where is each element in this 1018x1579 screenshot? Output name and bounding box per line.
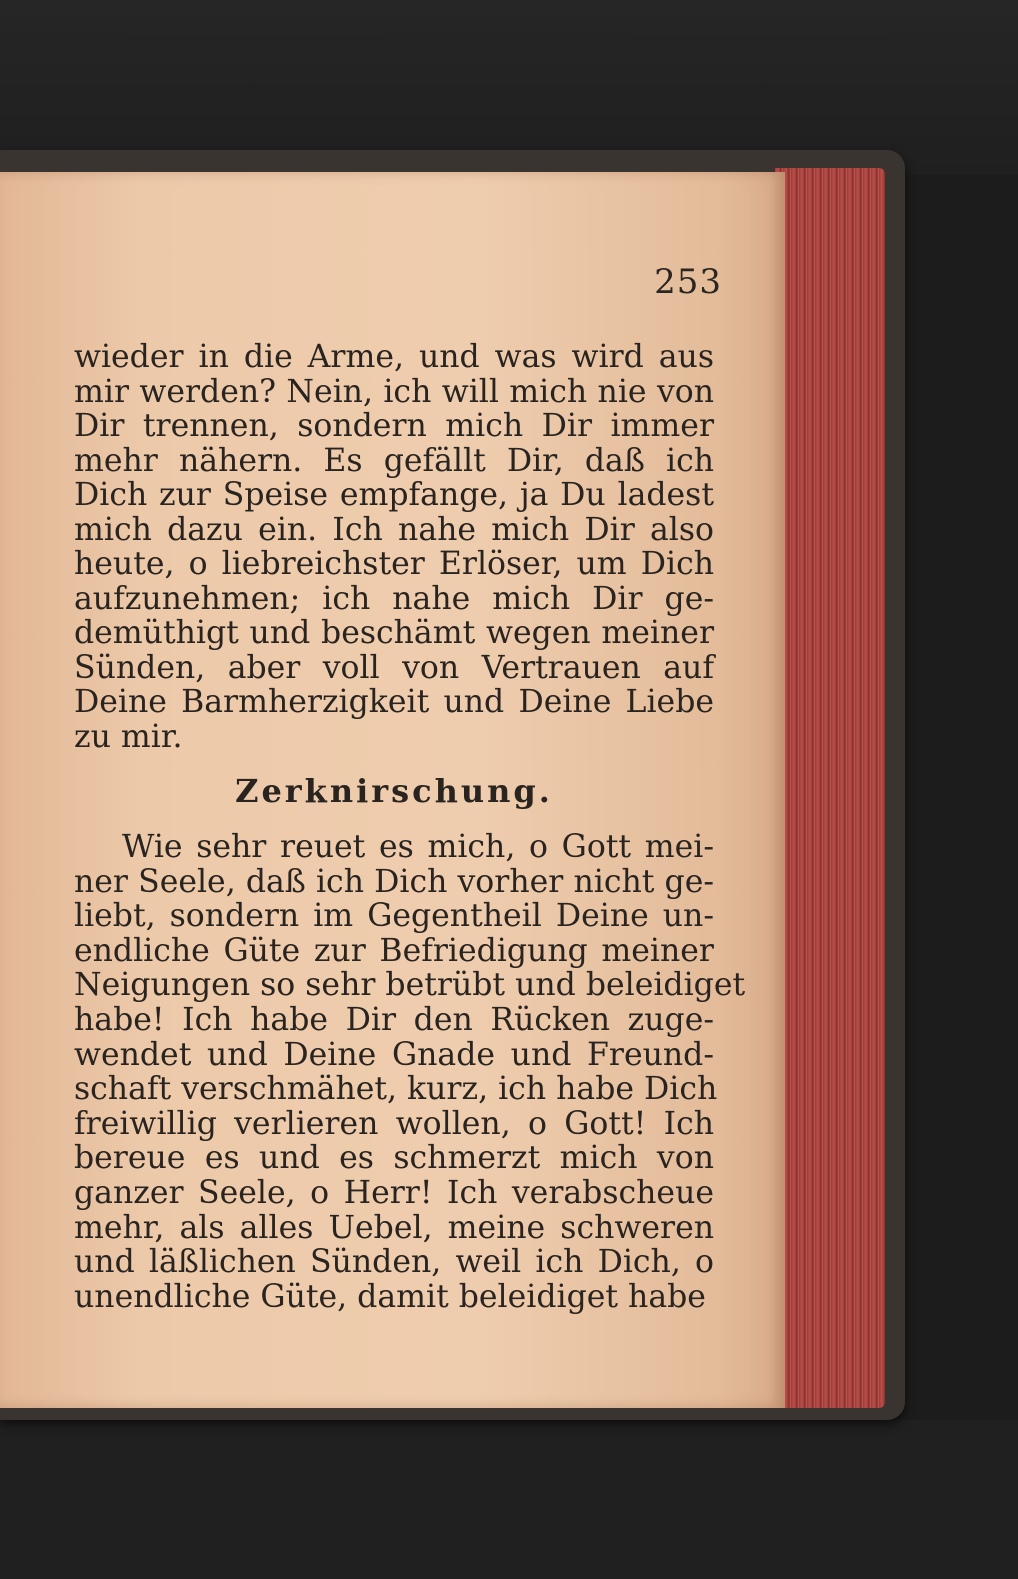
text-line: mehr nähern. Es gefällt Dir, daß ich: [74, 442, 714, 479]
text-line: Deine Barmherzigkeit und Deine Liebe: [74, 684, 714, 720]
text-line: freiwillig verlieren wollen, o Gott! Ich: [74, 1105, 714, 1142]
text-line: endliche Güte zur Befriedigung meiner: [74, 932, 714, 969]
section-heading: Zerknirschung.: [235, 772, 553, 810]
text-line: Sünden, aber voll von Vertrauen auf: [74, 649, 714, 686]
background-top: [0, 0, 1018, 175]
text-line: mehr, als alles Uebel, meine schweren: [74, 1209, 714, 1246]
text-line: Dir trennen, sondern mich Dir immer: [74, 408, 714, 444]
text-line: zu mir.: [74, 718, 183, 755]
text-line: ganzer Seele, o Herr! Ich verabscheue: [74, 1174, 714, 1211]
text-line: mich dazu ein. Ich nahe mich Dir also: [74, 511, 714, 548]
text-line: Dich zur Speise empfange, ja Du ladest: [74, 477, 714, 513]
text-line: demüthigt und beschämt wegen meiner: [74, 615, 714, 651]
text-line: bereue es und es schmerzt mich von: [74, 1140, 714, 1177]
paragraph-2: [74, 829, 746, 1315]
text-line: habe! Ich habe Dir den Rücken zuge-: [74, 1001, 714, 1038]
text-line: Wie sehr reuet es mich, o Gott mei-: [122, 829, 714, 865]
text-line: ner Seele, daß ich Dich vorher nicht ge-: [74, 863, 714, 900]
page-number: 253: [654, 262, 722, 302]
text-line: wieder in die Arme, und was wird aus: [74, 339, 714, 375]
text-line: Neigungen so sehr betrübt und beleidiget: [74, 967, 746, 1004]
text-line: und läßlichen Sünden, weil ich Dich, o: [74, 1244, 714, 1281]
text-line: heute, o liebreichster Erlöser, um Dich: [74, 546, 714, 582]
text-line: wendet und Deine Gnade und Freund-: [74, 1036, 714, 1073]
text-line: liebt, sondern im Gegentheil Deine un-: [74, 898, 714, 935]
background-bottom: [0, 1420, 1018, 1579]
page-edges: [775, 168, 885, 1408]
text-line: aufzunehmen; ich nahe mich Dir ge-: [74, 580, 714, 617]
text-line: schaft verschmähet, kurz, ich habe Dich: [74, 1071, 718, 1108]
text-line: mir werden? Nein, ich will mich nie von: [74, 373, 714, 410]
text-line: unendliche Güte, damit beleidiget habe: [74, 1278, 706, 1315]
paragraph-1: [74, 340, 714, 754]
